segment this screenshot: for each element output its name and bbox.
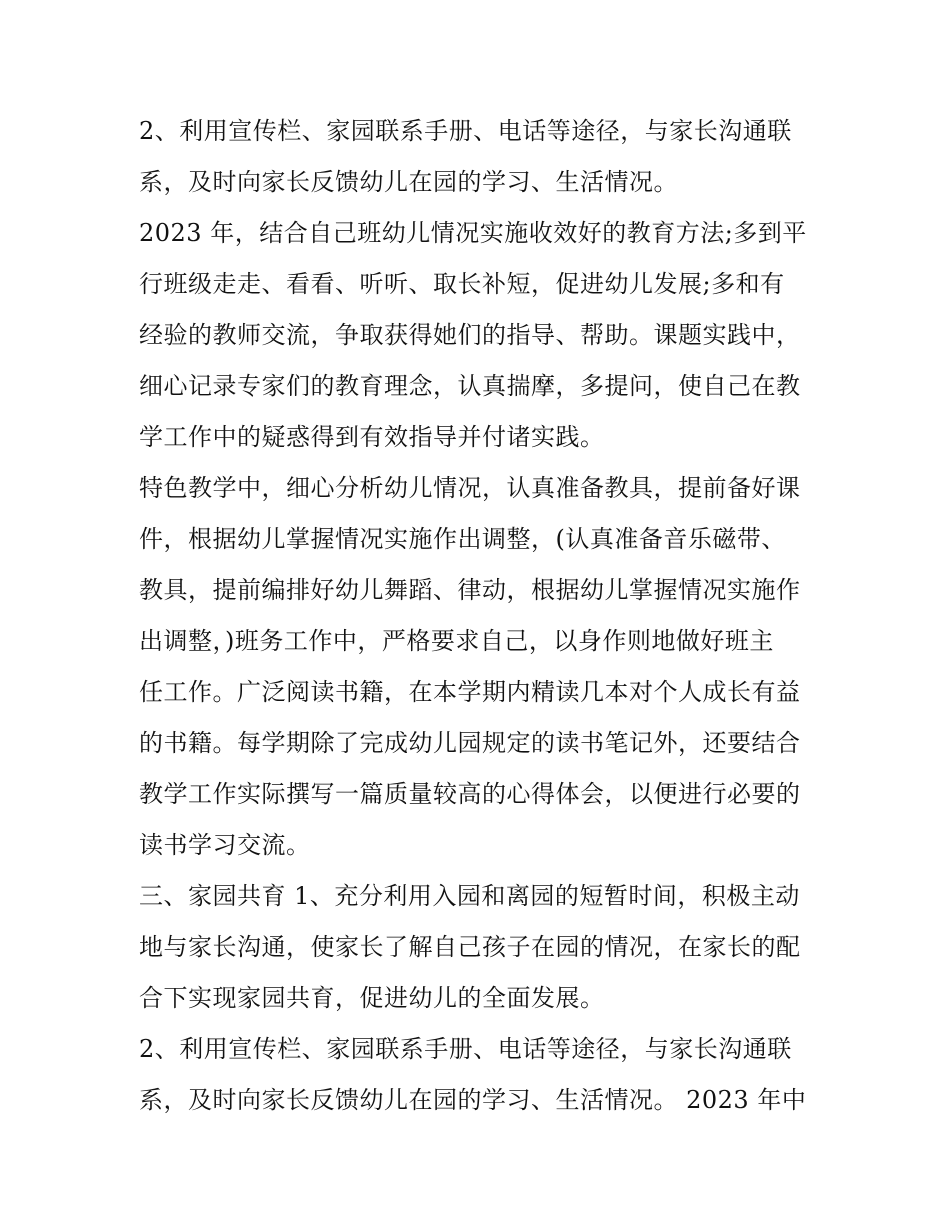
- text-line: 教具，提前编排好幼儿舞蹈、律动，根据幼儿掌握情况实施作: [139, 576, 801, 604]
- text-line: 地与家长沟通，使家长了解自己孩子在园的情况，在家长的配: [139, 933, 801, 961]
- text-line: 三、家园共育 1、充分利用入园和离园的短暂时间，积极主动: [139, 882, 800, 910]
- text-line: 2023 年，结合自己班幼儿情况实施收效好的教育方法;多到平: [139, 219, 807, 247]
- text-line: 出调整，)班务工作中，严格要求自己，以身作则地做好班主: [139, 627, 774, 655]
- text-line: 2、利用宣传栏、家园联系手册、电话等途径，与家长沟通联: [139, 117, 792, 145]
- text-line: 合下实现家园共育，促进幼儿的全面发展。: [139, 984, 605, 1012]
- text-line: 学工作中的疑惑得到有效指导并付诸实践。: [139, 423, 605, 451]
- text-line: 系，及时向家长反馈幼儿在园的学习、生活情况。: [139, 168, 678, 196]
- text-line: 经验的教师交流，争取获得她们的指导、帮助。课题实践中，: [139, 321, 801, 349]
- text-line: 读书学习交流。: [139, 831, 311, 859]
- document-body: [139, 106, 829, 1126]
- text-line: 细心记录专家们的教育理念，认真揣摩，多提问，使自己在教: [139, 372, 801, 400]
- text-line: 任工作。广泛阅读书籍，在本学期内精读几本对个人成长有益: [139, 678, 801, 706]
- text-line: 件，根据幼儿掌握情况实施作出调整，(认真准备音乐磁带、: [139, 525, 786, 553]
- text-line: 2、利用宣传栏、家园联系手册、电话等途径，与家长沟通联: [139, 1035, 792, 1063]
- text-line: 系，及时向家长反馈幼儿在园的学习、生活情况。 2023 年中: [139, 1086, 807, 1114]
- text-line: 特色教学中，细心分析幼儿情况，认真准备教具，提前备好课: [139, 474, 801, 502]
- text-line: 行班级走走、看看、听听、取长补短，促进幼儿发展;多和有: [139, 270, 785, 298]
- text-line: 的书籍。每学期除了完成幼儿园规定的读书笔记外，还要结合: [139, 729, 801, 757]
- text-line: 教学工作实际撰写一篇质量较高的心得体会，以便进行必要的: [139, 780, 801, 808]
